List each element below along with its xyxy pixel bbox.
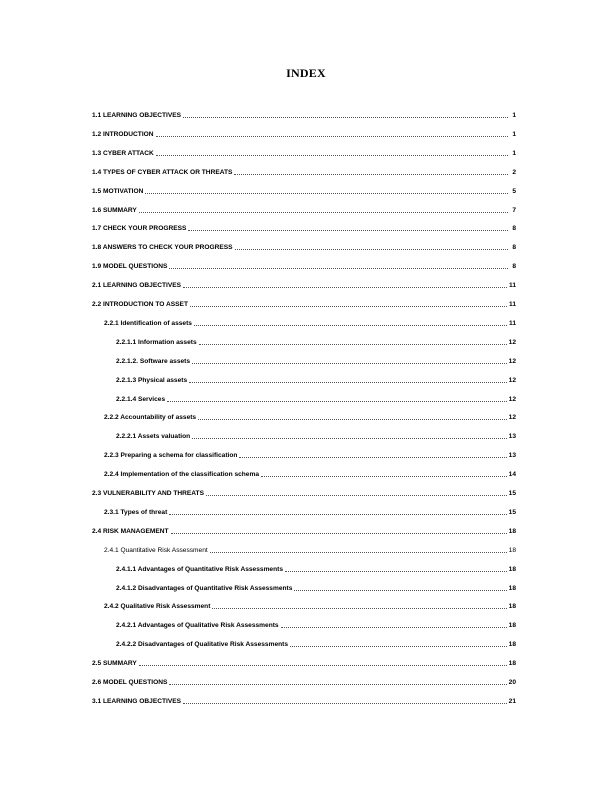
toc-entry-label: 2.4.2 Qualitative Risk Assessment [104, 603, 211, 611]
toc-dot-leader [199, 343, 507, 345]
toc-page-number: 12 [508, 376, 516, 384]
toc-dot-leader [192, 437, 507, 439]
toc-entry-label: 2.2.1.4 Services [116, 395, 166, 403]
toc-dot-leader [281, 626, 507, 628]
toc-dot-leader [171, 532, 507, 534]
toc-page-number: 18 [508, 584, 516, 592]
toc-dot-leader [156, 135, 508, 137]
toc-dot-leader [189, 381, 507, 383]
toc-page-number: 12 [508, 338, 516, 346]
toc-entry-label: 1.4 TYPES OF CYBER ATTACK OR THREATS [92, 168, 233, 176]
toc-entry-label: 2.2.2 Accountability of assets [104, 414, 197, 422]
toc-page-number: 18 [508, 641, 516, 649]
toc-entry[interactable] [92, 488, 516, 498]
toc-dot-leader [139, 664, 507, 666]
toc-entry-label: 1.3 CYBER ATTACK [92, 149, 154, 157]
toc-entry[interactable] [104, 545, 516, 555]
toc-page-number: 18 [508, 527, 516, 535]
toc-entry[interactable] [116, 564, 516, 574]
toc-dot-leader [198, 418, 507, 420]
toc-entry-label: 2.3 VULNERABILITY AND THREATS [92, 490, 204, 497]
toc-page-number: 12 [508, 395, 516, 403]
toc-dot-leader [145, 192, 508, 194]
toc-page-number: 12 [508, 414, 516, 422]
toc-page-number: 20 [508, 679, 516, 686]
toc-page-number: 11 [509, 282, 516, 290]
toc-dot-leader [183, 116, 508, 118]
toc-entry[interactable] [92, 148, 516, 158]
toc-entry[interactable] [92, 526, 516, 536]
toc-entry-label: 2.4.2.1 Advantages of Qualitative Risk Assessments [116, 622, 279, 630]
toc-entry[interactable] [116, 583, 516, 593]
toc-entry-label: 1.5 MOTIVATION [92, 187, 144, 195]
toc-entry[interactable] [92, 280, 516, 290]
toc-dot-leader [235, 248, 508, 250]
toc-entry-label: 1.8 ANSWERS TO CHECK YOUR PROGRESS [92, 244, 233, 252]
toc-dot-leader [167, 400, 507, 402]
toc-entry-label: 1.9 MODEL QUESTIONS [92, 263, 168, 271]
toc-entry[interactable] [116, 431, 516, 441]
toc-dot-leader [239, 456, 506, 458]
toc-entry-label: 2.4.1.2 Disadvantages of Quantitative Risk Assessments [116, 584, 293, 592]
toc-page-number: 8 [512, 244, 516, 252]
toc-page-number: 12 [508, 357, 516, 365]
toc-page-number: 2 [512, 168, 516, 176]
toc-entry[interactable] [104, 450, 516, 460]
toc-entry[interactable] [104, 507, 516, 517]
toc-page-number: 1 [512, 149, 516, 157]
toc-dot-leader [234, 173, 508, 175]
toc-entry[interactable] [92, 205, 516, 215]
toc-entry-label: 2.2.1 Identification of assets [104, 319, 192, 327]
toc-entry[interactable] [92, 110, 516, 120]
toc-entry-label: 2.4.1.1 Advantages of Quantitative Risk Assessments [116, 565, 283, 573]
toc-entry[interactable] [104, 601, 516, 611]
toc-entry[interactable] [116, 375, 516, 385]
toc-entry-label: 3.1 LEARNING OBJECTIVES [92, 697, 182, 705]
toc-page-number: 1 [512, 130, 516, 138]
toc-entry[interactable] [116, 639, 516, 649]
toc-dot-leader [294, 589, 506, 591]
toc-entry-label: 2.6 MODEL QUESTIONS [92, 679, 168, 686]
toc-page-number: 7 [512, 206, 516, 214]
toc-entry[interactable] [92, 167, 516, 177]
toc-dot-leader [183, 286, 507, 288]
toc-entry-label: 1.7 CHECK YOUR PROGRESS [92, 225, 187, 233]
index-title: INDEX [286, 66, 326, 80]
toc-page-number: 18 [508, 565, 516, 573]
toc-page-number: 18 [508, 603, 516, 611]
toc-entry-label: 2.2.4 Implementation of the classification schema [104, 471, 260, 479]
toc-dot-leader [156, 154, 508, 156]
toc-dot-leader [169, 513, 506, 515]
toc-entry[interactable] [92, 696, 516, 706]
toc-entry-label: 2.2 INTRODUCTION TO ASSET [92, 301, 188, 308]
toc-entry[interactable] [104, 412, 516, 422]
toc-entry[interactable] [92, 299, 516, 309]
toc-page-number: 18 [508, 622, 516, 630]
toc-entry-label: 2.2.3 Preparing a schema for classification [104, 452, 238, 460]
toc-entry-label: 2.4 RISK MANAGEMENT [92, 527, 169, 535]
toc-page-number: 15 [508, 490, 516, 497]
toc-dot-leader [290, 645, 507, 647]
toc-page-number: 5 [512, 187, 516, 195]
toc-dot-leader [206, 494, 507, 496]
toc-entry-label: 2.4.2.2 Disadvantages of Qualitative Risk Assessments [116, 641, 289, 649]
toc-entry[interactable] [92, 261, 516, 271]
toc-entry-label: 1.6 SUMMARY [92, 206, 137, 214]
toc-entry-label: 2.5 SUMMARY [92, 660, 137, 668]
toc-dot-leader [194, 324, 507, 326]
toc-entry[interactable] [116, 620, 516, 630]
toc-page-number: 8 [512, 263, 516, 271]
toc-entry-label: 2.3.1 Types of threat [104, 508, 168, 516]
toc-dot-leader [261, 475, 507, 477]
toc-entry[interactable] [92, 186, 516, 196]
toc-page-number: 11 [509, 301, 516, 308]
toc-entry[interactable] [116, 337, 516, 347]
toc-page-number: 18 [508, 660, 516, 668]
toc-dot-leader [183, 702, 507, 704]
toc-entry-label: 1.2 INTRODUCTION [92, 130, 154, 138]
toc-dot-leader [188, 229, 508, 231]
toc-entry[interactable] [92, 223, 516, 233]
toc-page-number: 1 [512, 112, 516, 119]
toc-page-number: 18 [508, 546, 516, 554]
toc-page-number: 15 [508, 508, 516, 516]
toc-dot-leader [169, 683, 506, 685]
toc-entry[interactable] [92, 658, 516, 668]
toc-dot-leader [139, 211, 508, 213]
toc-entry[interactable] [92, 129, 516, 139]
toc-entry-label: 2.2.1.1 Information assets [116, 338, 197, 346]
toc-dot-leader [169, 267, 508, 269]
toc-entry-label: 2.2.2.1 Assets valuation [116, 433, 191, 441]
toc-page-number: 8 [512, 225, 516, 233]
toc-entry-label: 2.4.1 Quantitative Risk Assessment [104, 546, 208, 554]
toc-entry[interactable] [116, 394, 516, 404]
toc-entry[interactable] [116, 356, 516, 366]
toc-entry-label: 2.1 LEARNING OBJECTIVES [92, 282, 182, 290]
toc-entry[interactable] [104, 318, 516, 328]
toc-entry-label: 2.2.1.3 Physical assets [116, 376, 188, 384]
toc-page-number: 14 [508, 471, 516, 479]
toc-page-number: 13 [508, 452, 516, 460]
toc-page-number: 11 [509, 319, 516, 327]
toc-entry[interactable] [104, 469, 516, 479]
toc-page-number: 13 [508, 433, 516, 441]
toc-dot-leader [210, 551, 507, 553]
toc-entry[interactable] [92, 242, 516, 252]
toc-entry-label: 2.2.1.2. Software assets [116, 357, 191, 365]
toc-entry-label: 1.1 LEARNING OBJECTIVES [92, 112, 182, 119]
toc-dot-leader [192, 362, 507, 364]
toc-entry[interactable] [92, 677, 516, 687]
toc-dot-leader [212, 607, 506, 609]
toc-page-number: 21 [508, 697, 516, 705]
toc-dot-leader [285, 570, 507, 572]
toc-dot-leader [190, 305, 507, 307]
